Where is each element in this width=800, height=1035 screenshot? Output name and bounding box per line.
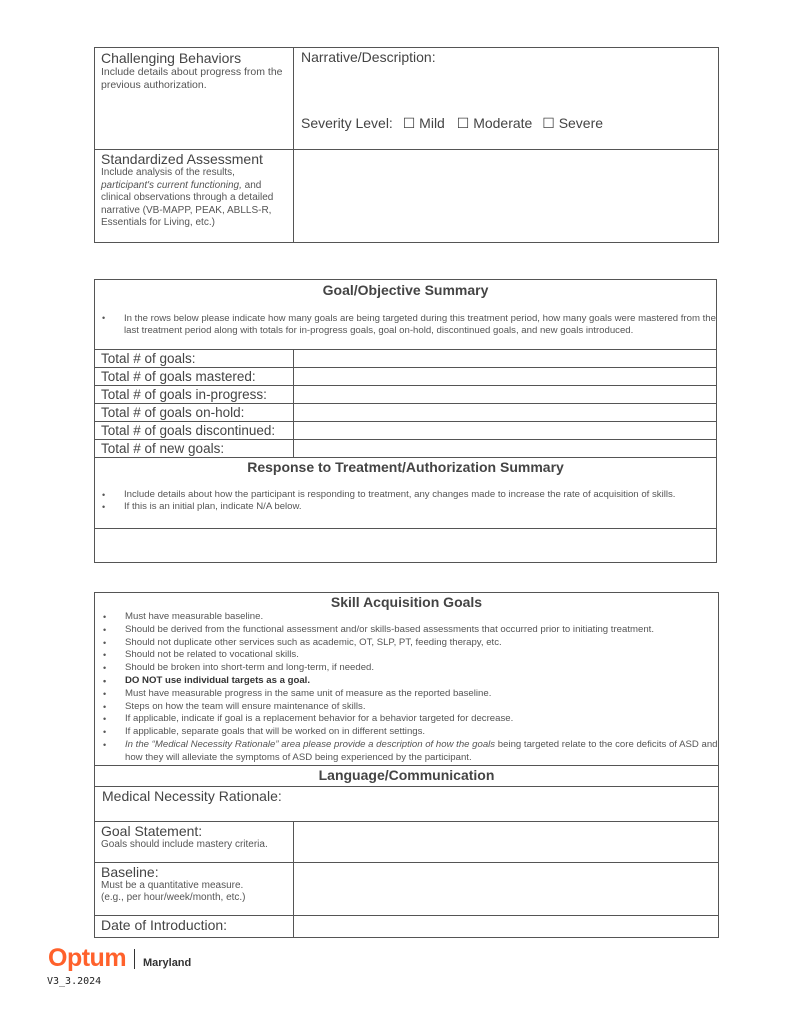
skill-acquisition-header (95, 593, 719, 766)
goal-statement-title: Goal Statement: (101, 822, 203, 839)
goal-statement-cell (95, 821, 294, 862)
baseline-desc-2: (e.g., per hour/week/month, etc.) (101, 892, 246, 904)
skill-bullet: • Should not be related to vocational skills. (125, 649, 718, 662)
skill-bullet: • Must have measurable baseline. (125, 611, 718, 624)
goal-row-label: Total # of new goals: (95, 440, 294, 458)
challenging-behaviors-title: Challenging Behaviors (101, 50, 242, 66)
severity-option-mild[interactable]: ☐ Mild (402, 115, 445, 132)
goal-summary-table (94, 279, 717, 563)
skill-bullet: • DO NOT use individual targets as a goal. (125, 675, 718, 688)
date-of-introduction-cell (95, 915, 294, 937)
goal-row-input[interactable] (294, 404, 717, 422)
standardized-assessment-desc: Include analysis of the results, participant's current functioning, and clinical observations through a detailed narrative (VB-MAPP, PEAK, ABLLS-R, Essentials for Living, etc.) (101, 167, 274, 228)
baseline-cell (95, 862, 294, 915)
checkbox-icon[interactable]: ☐ (542, 116, 555, 132)
goal-statement-input[interactable] (294, 821, 719, 862)
date-of-introduction-input[interactable] (294, 915, 719, 937)
skill-bullet: • If applicable, separate goals that will be worked on in different settings. (125, 726, 718, 739)
checkbox-icon[interactable]: ☐ (402, 116, 416, 132)
skill-bullet: • Should not duplicate other services such as academic, OT, SLP, PT, feeding therapy, etc. (125, 637, 718, 650)
severity-label: Severity Level: (301, 115, 393, 131)
goal-row-label: Total # of goals discontinued: (95, 422, 294, 440)
skill-acquisition-title: Skill Acquisition Goals (330, 594, 483, 610)
standardized-assessment-input[interactable] (294, 150, 719, 243)
goal-row-input[interactable] (294, 368, 717, 386)
language-communication-header (95, 765, 719, 786)
severity-option-severe[interactable]: ☐ Severe (542, 115, 604, 132)
goal-row-input[interactable] (294, 386, 717, 404)
skill-bullet: • Should be broken into short-term and long-term, if needed. (125, 662, 718, 675)
version-label: V3_3.2024 (47, 976, 102, 987)
region-label: Maryland (142, 956, 192, 969)
skill-acquisition-table (94, 592, 719, 938)
goal-row-label: Total # of goals: (95, 350, 294, 368)
checkbox-icon[interactable]: ☐ (456, 116, 470, 132)
severity-level (301, 115, 603, 132)
narrative-label: Narrative/Description: (301, 49, 436, 65)
baseline-title: Baseline: (101, 863, 159, 880)
narrative-cell[interactable] (294, 48, 719, 150)
challenging-behaviors-cell (95, 48, 294, 150)
skill-bullet: • Should be derived from the functional assessment and/or skills-based assessments that occurred prior to initiating treatment. (125, 624, 718, 637)
goal-statement-desc: Goals should include mastery criteria. (101, 838, 268, 850)
response-bullet: • Include details about how the participant is responding to treatment, any changes made to increase the rate of acquisition of skills. (124, 489, 716, 501)
baseline-desc-1: Must be a quantitative measure. (101, 879, 244, 891)
optum-maryland-logo (48, 944, 191, 973)
behaviors-assessment-table (94, 47, 719, 243)
goal-row-label: Total # of goals on-hold: (95, 404, 294, 422)
standardized-assessment-title: Standardized Assessment (101, 151, 263, 167)
goal-row-input[interactable] (294, 422, 717, 440)
skill-bullet: • Steps on how the team will ensure maintenance of skills. (125, 701, 718, 714)
response-bullet: • If this is an initial plan, indicate N/A below. (124, 501, 716, 513)
baseline-input[interactable] (294, 862, 719, 915)
date-of-introduction-label: Date of Introduction: (101, 916, 228, 933)
goal-summary-title: Goal/Objective Summary (322, 282, 489, 298)
medical-necessity-label: Medical Necessity Rationale: (102, 787, 282, 804)
medical-necessity-cell[interactable] (95, 786, 719, 821)
logo-divider (134, 949, 135, 969)
language-communication-title: Language/Communication (318, 766, 495, 783)
goal-summary-header (95, 280, 717, 350)
skill-bullet: • Must have measurable progress in the same unit of measure as the reported baseline. (125, 688, 718, 701)
challenging-behaviors-desc: Include details about progress from the previous authorization. (101, 66, 283, 91)
goal-row-label: Total # of goals in-progress: (95, 386, 294, 404)
goal-row-label: Total # of goals mastered: (95, 368, 294, 386)
skill-bullet: • If applicable, indicate if goal is a replacement behavior for a behavior targeted for decrease. (125, 713, 718, 726)
goal-row-input[interactable] (294, 440, 717, 458)
skill-bullet: • In the “Medical Necessity Rationale” area please provide a description of how the goals being targeted relate to the core deficits of ASD and how they will alleviate the symptoms of ASD being experienced by the participant. (125, 739, 718, 765)
response-summary-header (95, 458, 717, 529)
goal-summary-bullet: • In the rows below please indicate how many goals are being targeted during this treatment period, how many goals were mastered from the last treatment period along with totals for in-progress goals, goal on-hold, discontinued goals, and new goals introduced. (124, 313, 716, 336)
standardized-assessment-cell (95, 150, 294, 243)
goal-row-input[interactable] (294, 350, 717, 368)
response-summary-title: Response to Treatment/Authorization Summary (247, 459, 564, 475)
response-summary-input[interactable] (95, 529, 717, 563)
severity-option-moderate[interactable]: ☐ Moderate (456, 115, 533, 132)
optum-logo: Optum (48, 944, 127, 972)
